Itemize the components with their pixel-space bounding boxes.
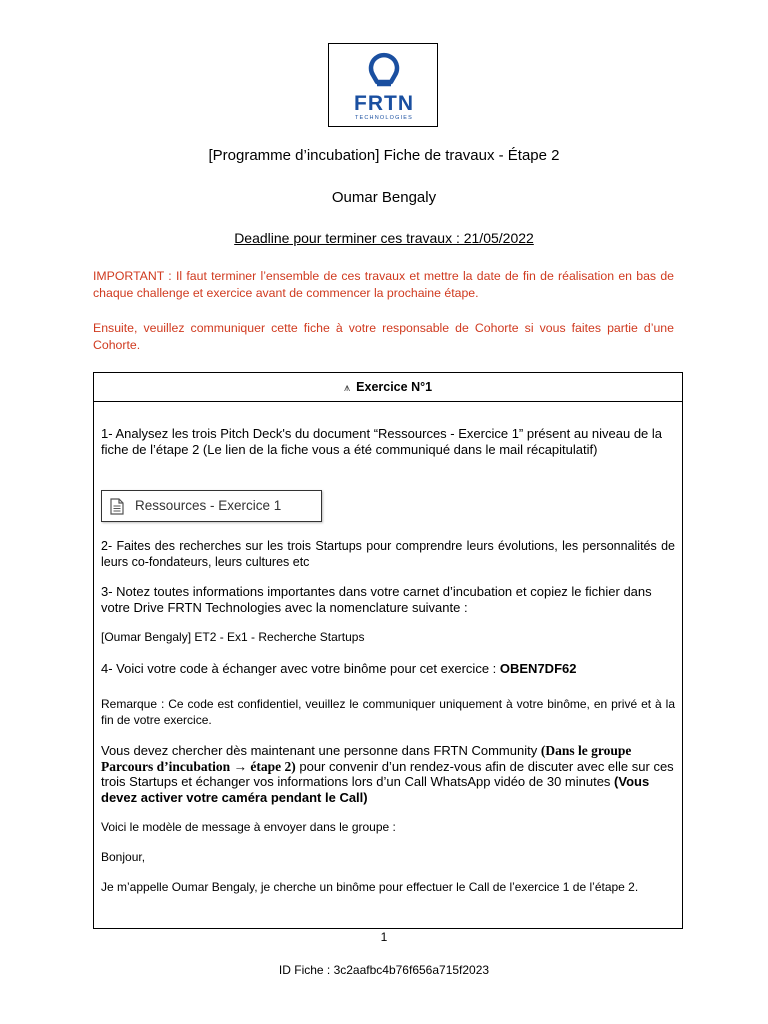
important-notice: IMPORTANT : Il faut terminer l’ensemble de ces travaux et mettre la date de fin de réalisation en bas de chaque challenge et exercice avant de commencer la prochaine étape. <box>93 269 674 300</box>
remarque-text: Remarque : Ce code est confidentiel, veuillez le communiquer uniquement à votre binôme, en privé et à la fin de votre exercice. <box>101 697 675 727</box>
message-template-intro: Voici le modèle de message à envoyer dans le groupe : <box>101 820 396 834</box>
deadline-line <box>0 230 768 246</box>
step-4-text <box>101 661 675 677</box>
logo-tagline-text: TECHNOLOGIES <box>354 115 414 121</box>
frtn-logo <box>328 43 438 127</box>
step-5-group-path: (Dans le groupe Parcours d’incubation → étape 2) <box>101 743 632 774</box>
deadline-text: Deadline pour terminer ces travaux : 21/05/2022 <box>234 230 534 246</box>
step-5-part-b: pour convenir d’un rendez-vous afin de discuter avec elle sur ces trois Startups et échanger vos informations lors d’un Call WhatsApp vidéo de 30 minutes <box>101 758 674 789</box>
message-body: Je m’appelle Oumar Bengaly, je cherche un binôme pour effectuer le Call de l’exercice 1 de l’étape 2. <box>101 880 639 894</box>
message-greeting: Bonjour, <box>101 850 146 864</box>
cohort-notice: Ensuite, veuillez communiquer cette fiche à votre responsable de Cohorte si vous faites partie d’une Cohorte. <box>93 321 674 352</box>
exercise-header <box>94 373 682 402</box>
document-icon <box>110 498 124 515</box>
step-5-camera-note: (Vous devez activer votre caméra pendant le Call) <box>101 774 650 805</box>
step-3-text: 3- Notez toutes informations importantes dans votre carnet d’incubation et copiez le fichier dans votre Drive FRTN Technologies avec la nomenclature suivante : <box>101 584 652 615</box>
page-title: [Programme d’incubation] Fiche de travaux - Étape 2 <box>208 147 560 164</box>
logo-brand-text: FRTN <box>354 92 414 115</box>
exercise-box <box>93 372 683 929</box>
frtn-logo-graphic <box>329 44 439 128</box>
step-4-prefix: 4- Voici votre code à échanger avec votre binôme pour cet exercice : <box>101 661 500 676</box>
author-name: Oumar Bengaly <box>331 189 437 206</box>
exercise-title: Exercice N°1 <box>356 380 433 394</box>
page-number: 1 <box>380 930 388 944</box>
step-2-text: 2- Faites des recherches sur les trois Startups pour comprendre leurs évolutions, les personnalités de leurs co-fondateurs, leurs cultures etc <box>101 539 675 569</box>
tower-icon: ⩚ <box>343 382 351 394</box>
exchange-code: OBEN7DF62 <box>499 661 577 676</box>
resources-link-label: Ressources - Exercice 1 <box>135 498 282 513</box>
nomenclature-text: [Oumar Bengaly] ET2 - Ex1 - Recherche Startups <box>101 630 365 644</box>
fiche-id: ID Fiche : 3c2aafbc4b76f656a715f2023 <box>278 963 490 977</box>
step-5-text <box>101 743 675 805</box>
lightbulb-icon <box>371 55 397 85</box>
step-5-part-a: Vous devez chercher dès maintenant une personne dans FRTN Community <box>101 743 541 758</box>
step-1-text: 1- Analysez les trois Pitch Deck's du document “Ressources - Exercice 1” présent au niveau de la fiche de l’étape 2 (Le lien de la fiche vous a été communiqué dans le mail récapitulatif) <box>101 426 663 457</box>
resources-link-button[interactable] <box>101 490 322 522</box>
